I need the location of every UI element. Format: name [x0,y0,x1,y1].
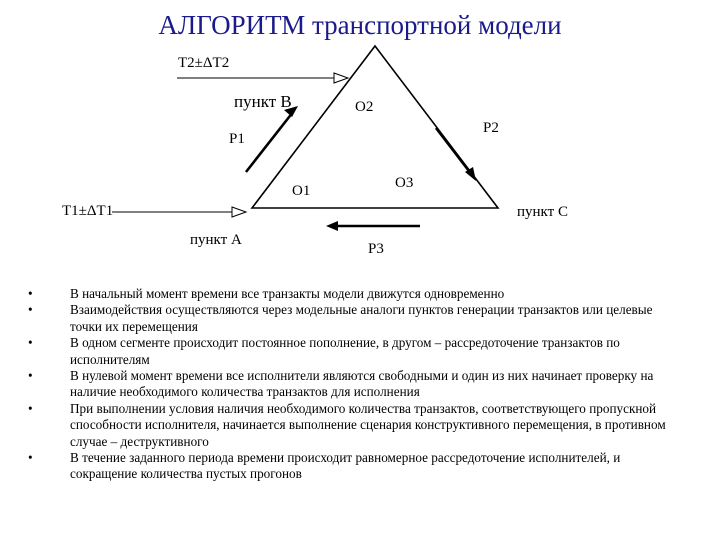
bullet-list [28,286,668,483]
label-o2: O2 [355,99,374,115]
list-item: • В одном сегменте происходит постоянное пополнение, в другом – рассредоточение транзактов по исполнителям [28,335,620,367]
label-p2: P2 [483,120,499,136]
label-o1: O1 [292,183,311,199]
label-p3: P3 [368,241,384,254]
bullet-icon: • [28,335,33,351]
list-item: • Взаимодействия осуществляются через модельные аналоги пунктов генерации транзактов или целевые точки их перемещения [28,302,653,334]
bullet-icon: • [28,400,33,416]
list-item: • При выполнении условия наличия необходимого количества транзактов, соответствующего пропускной способности исполнителя, начинается выполнение сценария конструктивного перемещения, в противном случае – деструктивного [28,400,666,449]
label-point-b: пункт B [234,92,292,111]
list-item: • В начальный момент времени все транзакты модели движутся одновременно [28,286,505,301]
label-o3: O3 [395,175,414,191]
label-point-a: пункт A [190,232,242,248]
t2-input-arrow [177,73,348,83]
t1-input-arrow [112,207,246,217]
p2-arrow [436,128,476,181]
list-item: • В нулевой момент времени все исполнители являются свободными и один из них начинает проверку на наличие необходимого количества транзактов для исполнения [28,368,654,400]
p1-arrow [246,106,298,172]
bullet-icon: • [28,450,33,466]
bullet-icon: • [28,286,33,301]
bullet-icon: • [28,302,33,318]
label-t2: T2±ΔT2 [178,55,230,71]
label-t1: T1±ΔT1 [62,203,114,219]
p3-arrow [326,221,420,231]
triangle [252,46,498,208]
list-item: • В течение заданного периода времени происходит равномерное рассредоточение исполнителей, и сокращение количества пустых прогонов [28,450,621,482]
label-p1: P1 [229,131,245,147]
bullet-icon: • [28,368,33,384]
label-point-c: пункт C [517,204,568,220]
page-title: АЛГОРИТМ транспортной модели [158,10,562,40]
